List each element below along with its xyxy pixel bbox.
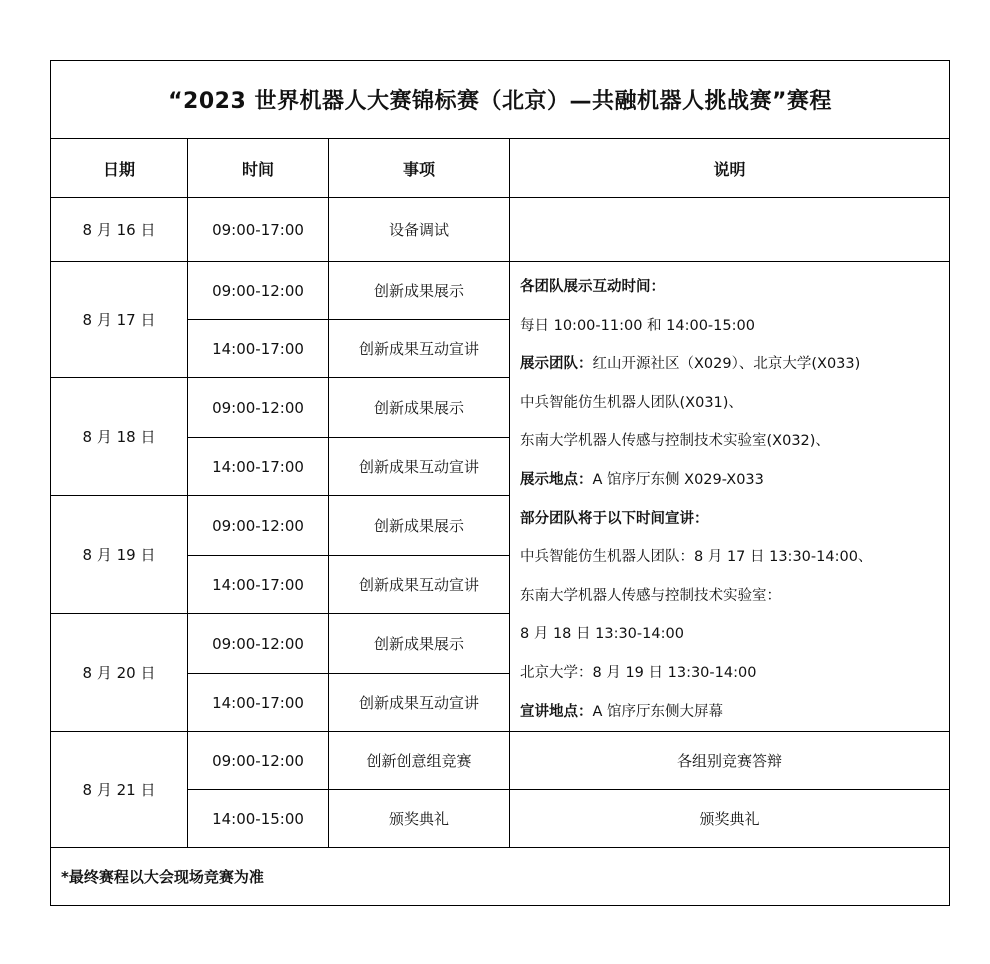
desc-line-6: A 馆序厅东侧 X029-X033 — [592, 471, 764, 488]
item-cell: 创新成果互动宣讲 — [329, 674, 510, 732]
time-cell: 14:00-17:00 — [188, 320, 329, 378]
desc-line-9: 东南大学机器人传感与控制技术实验室： — [520, 587, 781, 604]
item-cell: 创新成果互动宣讲 — [329, 556, 510, 614]
table-row — [51, 262, 950, 320]
note-cell: 各组别竞赛答辩 — [510, 732, 950, 790]
description-cell — [510, 262, 950, 732]
header-row — [51, 139, 950, 198]
desc-label-talk-location: 宣讲地点： — [520, 703, 593, 720]
date-cell: 8 月 19 日 — [51, 496, 188, 614]
date-cell: 8 月 20 日 — [51, 614, 188, 732]
time-cell: 09:00-12:00 — [188, 262, 329, 320]
desc-label-teams: 展示团队： — [520, 356, 593, 373]
table-row — [51, 732, 950, 790]
time-cell: 14:00-17:00 — [188, 438, 329, 496]
item-cell: 颁奖典礼 — [329, 790, 510, 848]
date-cell: 8 月 17 日 — [51, 262, 188, 378]
date-cell: 8 月 16 日 — [51, 198, 188, 262]
note-cell: 颁奖典礼 — [510, 790, 950, 848]
schedule-table — [50, 60, 950, 906]
desc-line-11: 北京大学：8 月 19 日 13:30-14:00 — [520, 664, 757, 681]
time-cell: 14:00-15:00 — [188, 790, 329, 848]
desc-line-12: A 馆序厅东侧大屏幕 — [592, 703, 724, 720]
desc-line-7: 部分团队将于以下时间宣讲： — [520, 510, 709, 527]
desc-label-location: 展示地点： — [520, 471, 593, 488]
date-cell: 8 月 18 日 — [51, 378, 188, 496]
item-cell: 创新成果展示 — [329, 496, 510, 556]
item-cell: 创新创意组竞赛 — [329, 732, 510, 790]
desc-line-4: 中兵智能仿生机器人团队(X031)、 — [520, 394, 743, 411]
desc-line-8: 中兵智能仿生机器人团队：8 月 17 日 13:30-14:00、 — [520, 549, 873, 566]
item-cell: 设备调试 — [329, 198, 510, 262]
desc-line-2: 每日 10:00-11:00 和 14:00-15:00 — [520, 317, 755, 334]
item-cell: 创新成果互动宣讲 — [329, 320, 510, 378]
item-cell: 创新成果展示 — [329, 378, 510, 438]
table-row — [51, 198, 950, 262]
item-cell: 创新成果展示 — [329, 614, 510, 674]
note-cell-empty — [510, 198, 950, 262]
time-cell: 14:00-17:00 — [188, 674, 329, 732]
header-note: 说明 — [510, 139, 950, 198]
header-date: 日期 — [51, 139, 188, 198]
footnote: *最终赛程以大会现场竞赛为准 — [51, 848, 950, 906]
time-cell: 09:00-17:00 — [188, 198, 329, 262]
desc-line-3: 红山开源社区（X029）、北京大学(X033) — [592, 356, 861, 373]
date-cell: 8 月 21 日 — [51, 732, 188, 848]
desc-line-5: 东南大学机器人传感与控制技术实验室(X032)、 — [520, 433, 830, 450]
time-cell: 09:00-12:00 — [188, 496, 329, 556]
header-time: 时间 — [188, 139, 329, 198]
header-item: 事项 — [329, 139, 510, 198]
desc-line-1: 各团队展示互动时间： — [520, 279, 665, 295]
time-cell: 14:00-17:00 — [188, 556, 329, 614]
desc-line-10: 8 月 18 日 13:30-14:00 — [520, 626, 684, 643]
time-cell: 09:00-12:00 — [188, 378, 329, 438]
time-cell: 09:00-12:00 — [188, 732, 329, 790]
page-title: “2023 世界机器人大赛锦标赛（北京）—共融机器人挑战赛”赛程 — [51, 61, 950, 139]
item-cell: 创新成果互动宣讲 — [329, 438, 510, 496]
time-cell: 09:00-12:00 — [188, 614, 329, 674]
item-cell: 创新成果展示 — [329, 262, 510, 320]
